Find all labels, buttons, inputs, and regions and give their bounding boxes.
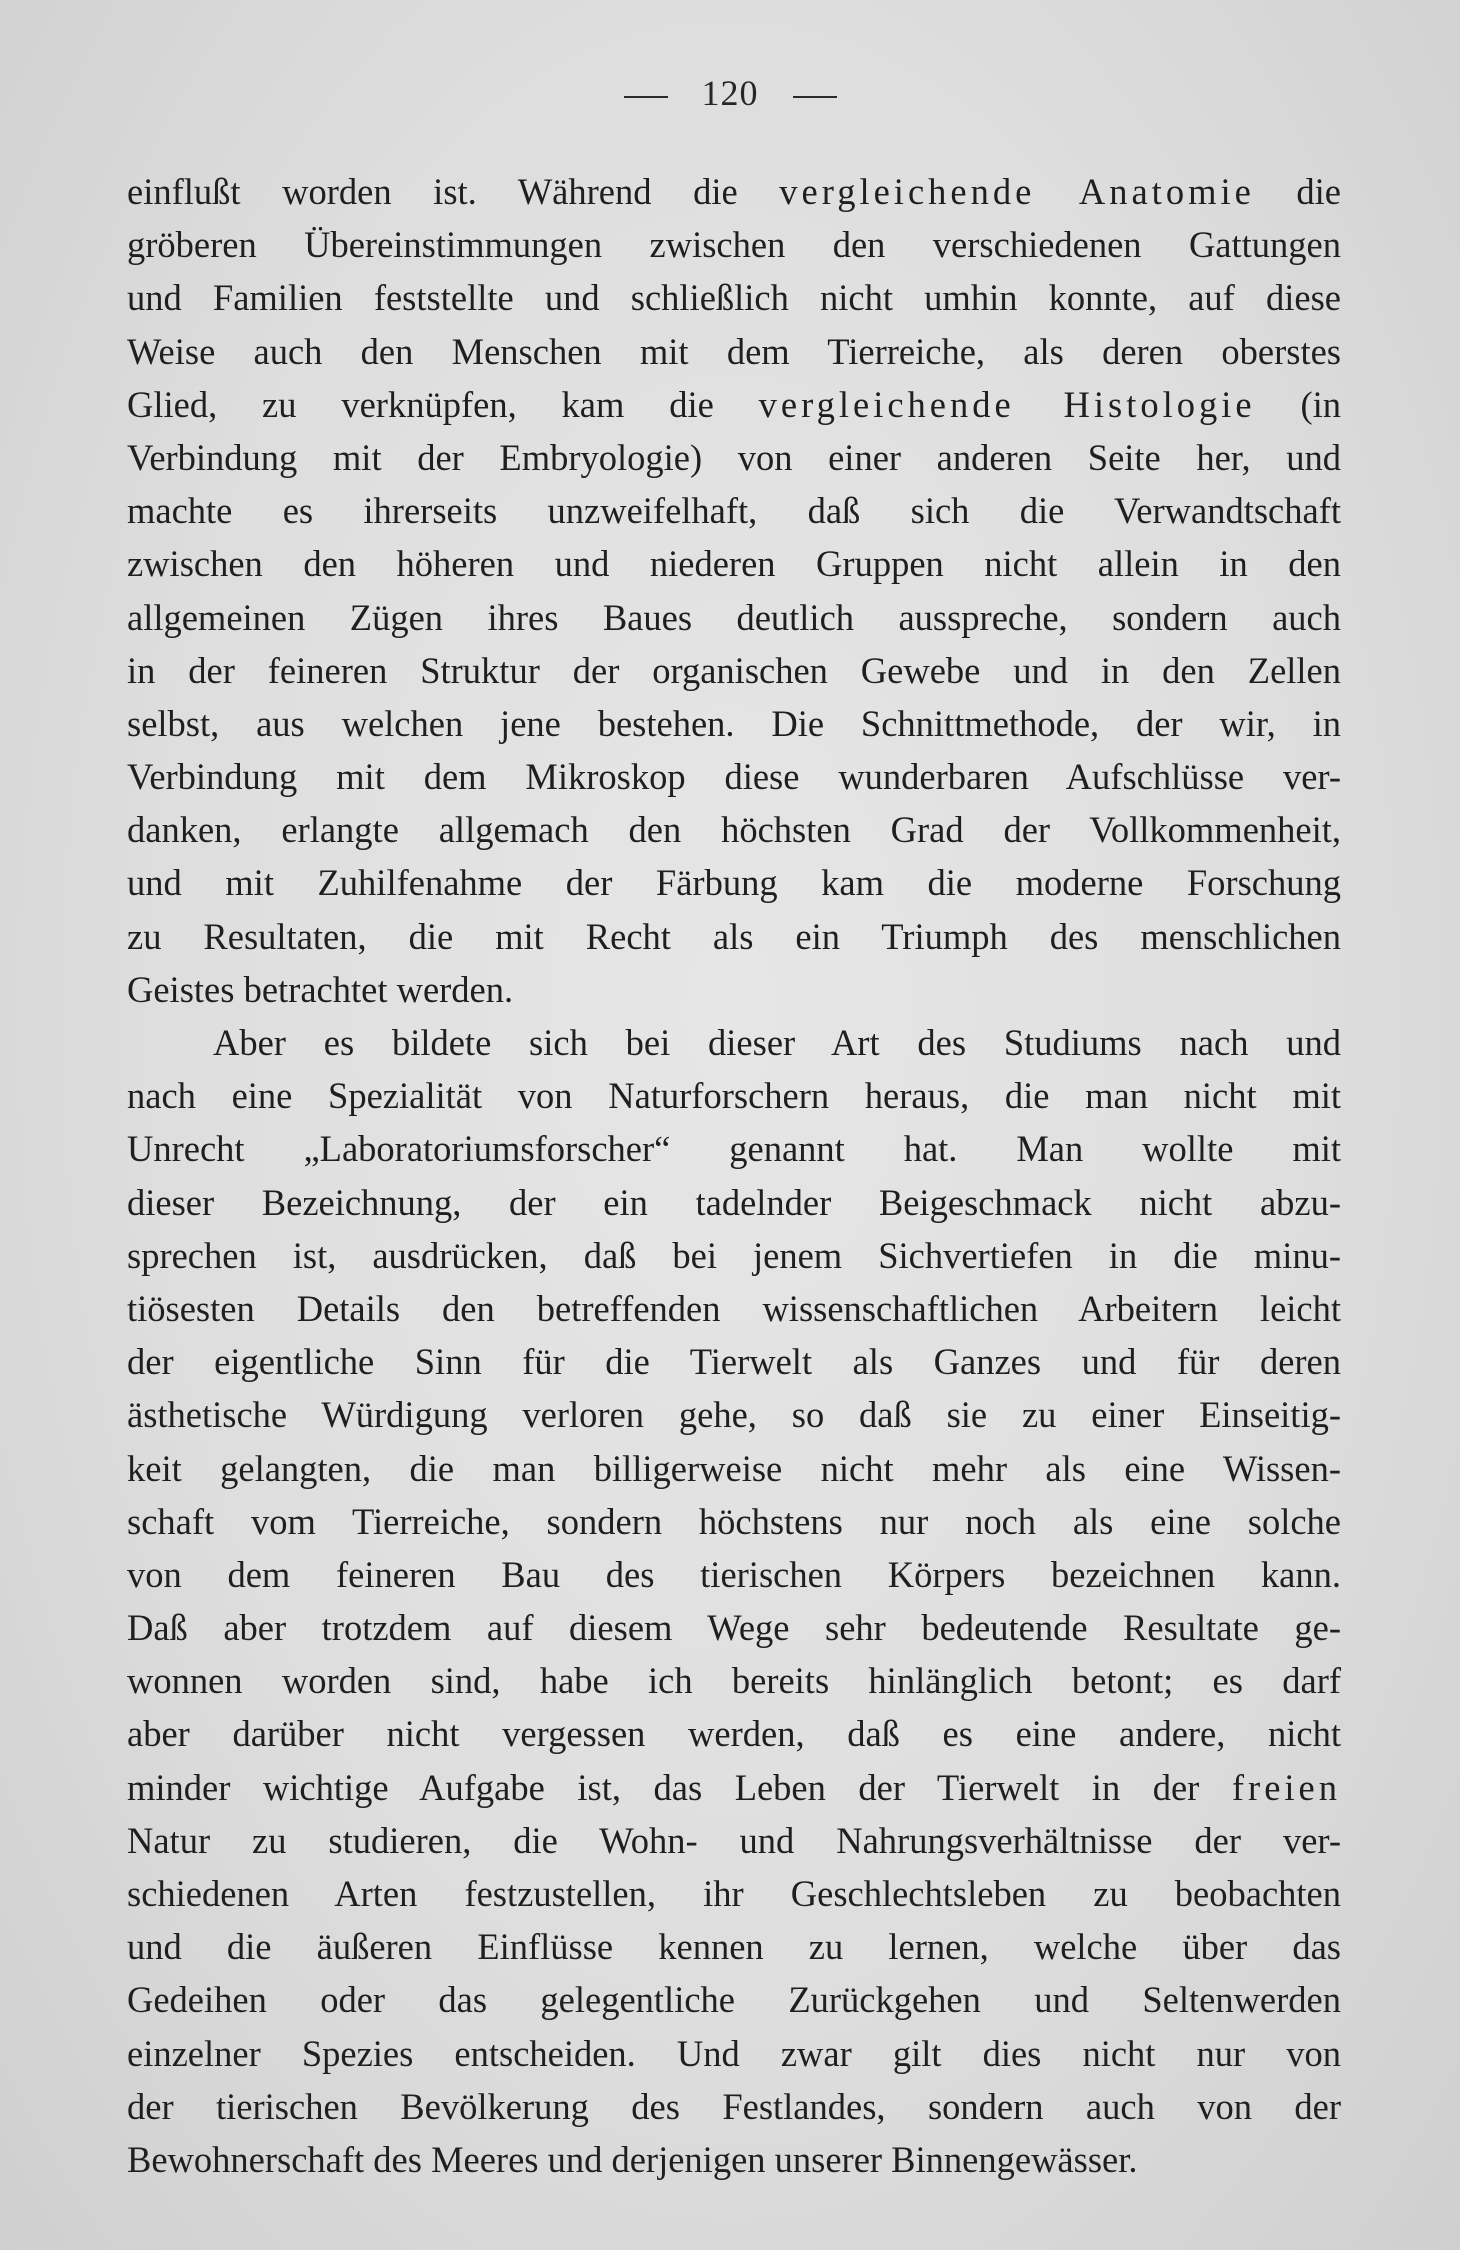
text-line bbox=[127, 325, 1341, 378]
text-line bbox=[127, 963, 1341, 1016]
text-line bbox=[127, 644, 1341, 697]
text-line bbox=[127, 1973, 1341, 2026]
text-line bbox=[127, 1282, 1341, 1335]
text-segment: zwischen den höheren und niederen Gruppen nicht allein in den bbox=[127, 543, 1341, 585]
text-segment: Unrecht „Laboratoriumsforscher“ genannt hat. Man wollte mit bbox=[127, 1128, 1341, 1170]
text-segment: sprechen ist, ausdrücken, daß bei jenem Sichvertiefen in die minu- bbox=[127, 1234, 1341, 1276]
text-segment: einflußt worden ist. Während die bbox=[127, 171, 780, 212]
spaced-emphasis: vergleichende Anatomie bbox=[779, 171, 1255, 212]
text-line bbox=[127, 431, 1341, 484]
text-line bbox=[127, 218, 1341, 271]
text-line bbox=[127, 1920, 1341, 1973]
text-line bbox=[127, 1707, 1341, 1760]
text-segment: dieser Bezeichnung, der ein tadelnder Beigeschmack nicht abzu- bbox=[127, 1181, 1341, 1223]
text-line bbox=[127, 1495, 1341, 1548]
text-segment: aber darüber nicht vergessen werden, daß es eine andere, nicht bbox=[127, 1713, 1341, 1755]
text-segment: und mit Zuhilfenahme der Färbung kam die moderne Forschung bbox=[127, 862, 1341, 904]
text-segment: in der feineren Struktur der organischen Gewebe und in den Zellen bbox=[127, 649, 1341, 691]
page-header bbox=[0, 72, 1460, 114]
text-segment: Natur zu studieren, die Wohn- und Nahrungsverhältnisse der ver- bbox=[127, 1819, 1341, 1861]
text-segment: keit gelangten, die man billigerweise nicht mehr als eine Wissen- bbox=[127, 1447, 1341, 1489]
text-line bbox=[127, 1654, 1341, 1707]
text-segment: schaft vom Tierreiche, sondern höchstens nur noch als eine solche bbox=[127, 1500, 1341, 1542]
text-segment: und Familien feststellte und schließlich nicht umhin konnte, auf diese bbox=[127, 277, 1341, 319]
text-segment: (in bbox=[1255, 383, 1341, 425]
text-segment: zu Resultaten, die mit Recht als ein Triumph des menschlichen bbox=[127, 915, 1341, 957]
text-line bbox=[127, 1069, 1341, 1122]
text-line bbox=[127, 2080, 1341, 2133]
text-segment: Geistes betrachtet werden. bbox=[127, 968, 514, 1010]
text-line bbox=[127, 2027, 1341, 2080]
text-line bbox=[127, 1867, 1341, 1920]
page-number: 120 bbox=[701, 73, 759, 113]
spaced-emphasis: freien bbox=[1231, 1766, 1341, 1808]
text-line bbox=[127, 484, 1341, 537]
text-segment: tiösesten Details den betreffenden wissenschaftlichen Arbeitern leicht bbox=[127, 1287, 1341, 1329]
header-dash-left bbox=[624, 96, 668, 98]
text-segment: und die äußeren Einflüsse kennen zu lernen, welche über das bbox=[127, 1926, 1341, 1968]
text-segment: Bewohnerschaft des Meeres und derjenigen unserer Binnengewässer. bbox=[127, 2138, 1138, 2180]
text-line bbox=[127, 1229, 1341, 1282]
text-segment: Aber es bildete sich bei dieser Art des Studiums nach und bbox=[213, 1022, 1341, 1063]
text-segment: der tierischen Bevölkerung des Festlandes, sondern auch von der bbox=[127, 2085, 1341, 2127]
text-segment: nach eine Spezialität von Naturforschern heraus, die man nicht mit bbox=[127, 1075, 1341, 1117]
text-segment: machte es ihrerseits unzweifelhaft, daß sich die Verwandtschaft bbox=[127, 490, 1341, 532]
text-line bbox=[127, 378, 1341, 431]
text-line bbox=[127, 537, 1341, 590]
text-line bbox=[127, 1442, 1341, 1495]
text-line bbox=[127, 803, 1341, 856]
text-segment: wonnen worden sind, habe ich bereits hinlänglich betont; es darf bbox=[127, 1660, 1341, 1702]
text-line bbox=[127, 1388, 1341, 1441]
text-line bbox=[127, 1016, 1341, 1069]
text-segment: Weise auch den Menschen mit dem Tierreiche, als deren oberstes bbox=[127, 330, 1341, 372]
text-line bbox=[127, 697, 1341, 750]
text-segment: schiedenen Arten festzustellen, ihr Geschlechtsleben zu beobachten bbox=[127, 1873, 1341, 1914]
text-line bbox=[127, 2133, 1341, 2186]
text-line bbox=[127, 750, 1341, 803]
text-line bbox=[127, 1548, 1341, 1601]
header-dash-right bbox=[793, 96, 837, 98]
body-text bbox=[127, 165, 1341, 2186]
text-segment: Verbindung mit dem Mikroskop diese wunderbaren Aufschlüsse ver- bbox=[127, 756, 1341, 798]
spaced-emphasis: vergleichende Histologie bbox=[758, 383, 1256, 425]
text-line bbox=[127, 1601, 1341, 1654]
text-segment: minder wichtige Aufgabe ist, das Leben der Tierwelt in der bbox=[127, 1766, 1232, 1808]
text-segment: einzelner Spezies entscheiden. Und zwar gilt dies nicht nur von bbox=[127, 2032, 1341, 2074]
text-segment: Glied, zu verknüpfen, kam die bbox=[127, 383, 759, 425]
text-line bbox=[127, 1335, 1341, 1388]
text-segment: gröberen Übereinstimmungen zwischen den verschiedenen Gattungen bbox=[127, 224, 1341, 266]
text-segment: die bbox=[1254, 171, 1341, 212]
text-segment: von dem feineren Bau des tierischen Körpers bezeichnen kann. bbox=[127, 1553, 1341, 1595]
text-line bbox=[127, 1176, 1341, 1229]
text-segment: allgemeinen Zügen ihres Baues deutlich ausspreche, sondern auch bbox=[127, 596, 1341, 638]
text-segment: selbst, aus welchen jene bestehen. Die Schnittmethode, der wir, in bbox=[127, 702, 1341, 744]
text-line bbox=[127, 1761, 1341, 1814]
text-line bbox=[127, 591, 1341, 644]
text-segment: Verbindung mit der Embryologie) von einer anderen Seite her, und bbox=[127, 436, 1341, 478]
text-line bbox=[127, 856, 1341, 909]
text-line bbox=[127, 165, 1341, 218]
text-line bbox=[127, 271, 1341, 324]
text-segment: Gedeihen oder das gelegentliche Zurückgehen und Seltenwerden bbox=[127, 1979, 1341, 2021]
text-line bbox=[127, 1122, 1341, 1175]
text-segment: ästhetische Würdigung verloren gehe, so daß sie zu einer Einseitig- bbox=[127, 1394, 1341, 1436]
text-line bbox=[127, 910, 1341, 963]
text-segment: danken, erlangte allgemach den höchsten Grad der Vollkommenheit, bbox=[127, 809, 1341, 851]
text-line bbox=[127, 1814, 1341, 1867]
text-segment: Daß aber trotzdem auf diesem Wege sehr bedeutende Resultate ge- bbox=[127, 1607, 1341, 1649]
text-segment: der eigentliche Sinn für die Tierwelt als Ganzes und für deren bbox=[127, 1341, 1341, 1383]
